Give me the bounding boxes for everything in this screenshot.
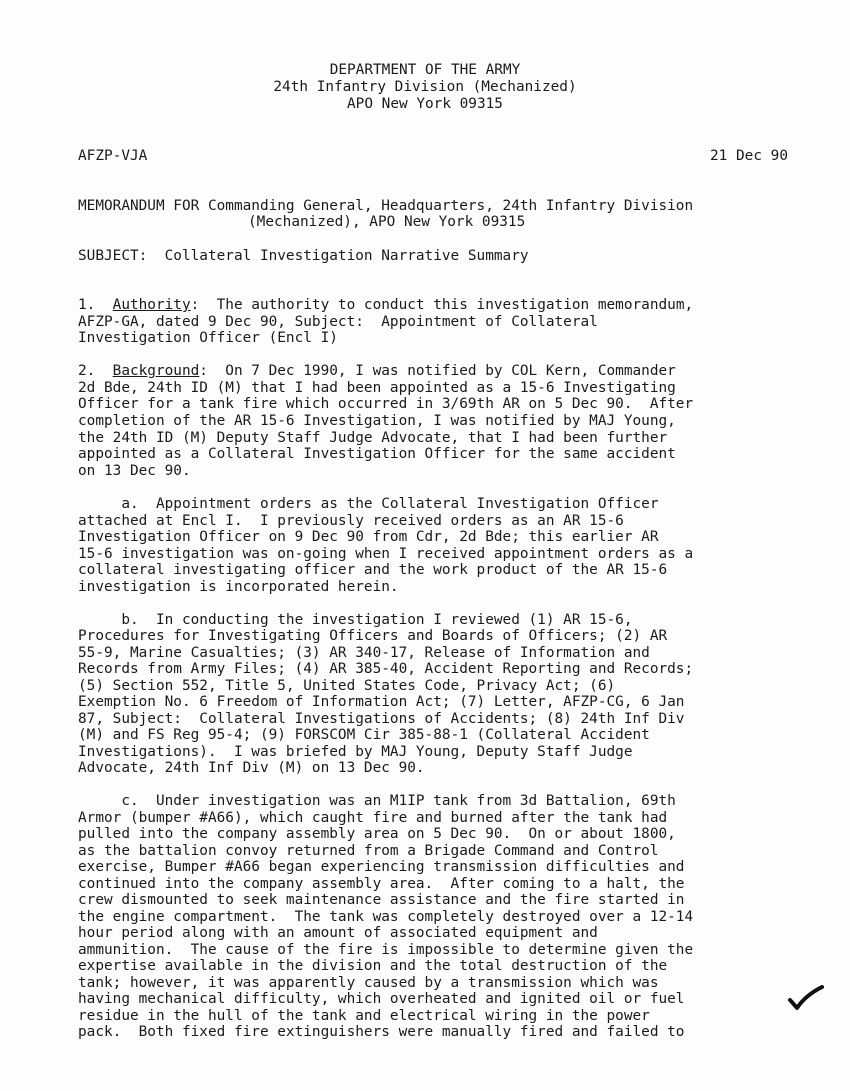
para2a-line: attached at Encl I. I previously received orders as an AR 15-6 xyxy=(78,513,624,529)
para2c-line: c. Under investigation was an M1IP tank from 3d Battalion, 69th xyxy=(78,793,676,809)
para1-line1 xyxy=(78,297,693,314)
para2c-line: crew dismounted to seek maintenance assistance and the fire started in xyxy=(78,892,685,908)
para2c-line: expertise available in the division and the total destruction of the xyxy=(78,958,668,974)
para1-number: 1. xyxy=(78,297,113,313)
para2b-line: Advocate, 24th Inf Div (M) on 13 Dec 90. xyxy=(78,760,425,776)
para2-line1-text: : On 7 Dec 1990, I was notified by COL Kern, Commander xyxy=(199,363,676,379)
para2c-line: Armor (bumper #A66), which caught fire and burned after the tank had xyxy=(78,810,668,826)
para2b-line: Exemption No. 6 Freedom of Information Act; (7) Letter, AFZP-CG, 6 Jan xyxy=(78,694,685,710)
para2c-line: pack. Both fixed fire extinguishers were manually fired and failed to xyxy=(78,1024,685,1040)
para1-line2: AFZP-GA, dated 9 Dec 90, Subject: Appointment of Collateral xyxy=(78,314,598,330)
para2-line1 xyxy=(78,363,676,380)
office-symbol: AFZP-VJA xyxy=(78,148,148,164)
para2-line: 2d Bde, 24th ID (M) that I had been appointed as a 15-6 Investigating xyxy=(78,380,676,396)
memo-date: 21 Dec 90 xyxy=(710,148,788,164)
para2a-line: a. Appointment orders as the Collateral Investigation Officer xyxy=(78,496,659,512)
para2b-line: Records from Army Files; (4) AR 385-40, Accident Reporting and Records; xyxy=(78,661,694,677)
para2b-line: (5) Section 552, Title 5, United States Code, Privacy Act; (6) xyxy=(78,678,616,694)
para2-line: appointed as a Collateral Investigation Officer for the same accident xyxy=(78,446,676,462)
para2c-line: the engine compartment. The tank was completely destroyed over a 12-14 xyxy=(78,909,694,925)
memorandum-for-line2: (Mechanized), APO New York 09315 xyxy=(248,214,526,230)
para2c-line: tank; however, it was apparently caused by a transmission which was xyxy=(78,975,659,991)
para2a-line: collateral investigating officer and the work product of the AR 15-6 xyxy=(78,562,668,578)
para2b-line: b. In conducting the investigation I reviewed (1) AR 15-6, xyxy=(78,612,633,628)
para2b-line: (M) and FS Reg 95-4; (9) FORSCOM Cir 385-88-1 (Collateral Accident xyxy=(78,727,650,743)
para2b-line: 87, Subject: Collateral Investigations of Accidents; (8) 24th Inf Div xyxy=(78,711,685,727)
para2a-line: 15-6 investigation was on-going when I received appointment orders as a xyxy=(78,546,694,562)
para2c-line: continued into the company assembly area. After coming to a halt, the xyxy=(78,876,685,892)
para2b-line: Investigations). I was briefed by MAJ Young, Deputy Staff Judge xyxy=(78,744,633,760)
para2c-line: hour period along with an amount of associated equipment and xyxy=(78,925,598,941)
letterhead-department: DEPARTMENT OF THE ARMY xyxy=(329,62,521,78)
para2c-line: as the battalion convoy returned from a Brigade Command and Control xyxy=(78,843,659,859)
para2-heading: Background xyxy=(112,363,200,379)
para2-number: 2. xyxy=(78,363,113,379)
para2c-line: pulled into the company assembly area on 5 Dec 90. On or about 1800, xyxy=(78,826,676,842)
para2a-line: investigation is incorporated herein. xyxy=(78,579,399,595)
para2b-line: 55-9, Marine Casualties; (3) AR 340-17, Release of Information and xyxy=(78,645,650,661)
para2-line: completion of the AR 15-6 Investigation, I was notified by MAJ Young, xyxy=(78,413,676,429)
para1-line3: Investigation Officer (Encl I) xyxy=(78,330,338,346)
para2c-line: exercise, Bumper #A66 began experiencing transmission difficulties and xyxy=(78,859,685,875)
para2-line: the 24th ID (M) Deputy Staff Judge Advocate, that I had been further xyxy=(78,430,668,446)
para2-line: on 13 Dec 90. xyxy=(78,463,191,479)
letterhead-division: 24th Infantry Division (Mechanized) xyxy=(273,79,577,95)
para2a-line: Investigation Officer on 9 Dec 90 from Cdr, 2d Bde; this earlier AR xyxy=(78,529,659,545)
para1-line1-text: : The authority to conduct this investigation memorandum, xyxy=(190,297,694,313)
para2c-line: ammunition. The cause of the fire is impossible to determine given the xyxy=(78,942,694,958)
check-mark-icon xyxy=(788,985,824,1011)
para2b-line: Procedures for Investigating Officers and Boards of Officers; (2) AR xyxy=(78,628,668,644)
letterhead-address: APO New York 09315 xyxy=(347,96,503,112)
para2c-line: having mechanical difficulty, which overheated and ignited oil or fuel xyxy=(78,991,685,1007)
memorandum-for-line1: MEMORANDUM FOR Commanding General, Headquarters, 24th Infantry Division xyxy=(78,198,694,214)
para1-heading: Authority xyxy=(112,297,191,313)
para2c-line: residue in the hull of the tank and electrical wiring in the power xyxy=(78,1008,650,1024)
para2-line: Officer for a tank fire which occurred in 3/69th AR on 5 Dec 90. After xyxy=(78,396,694,412)
subject-line: SUBJECT: Collateral Investigation Narrative Summary xyxy=(78,248,529,264)
